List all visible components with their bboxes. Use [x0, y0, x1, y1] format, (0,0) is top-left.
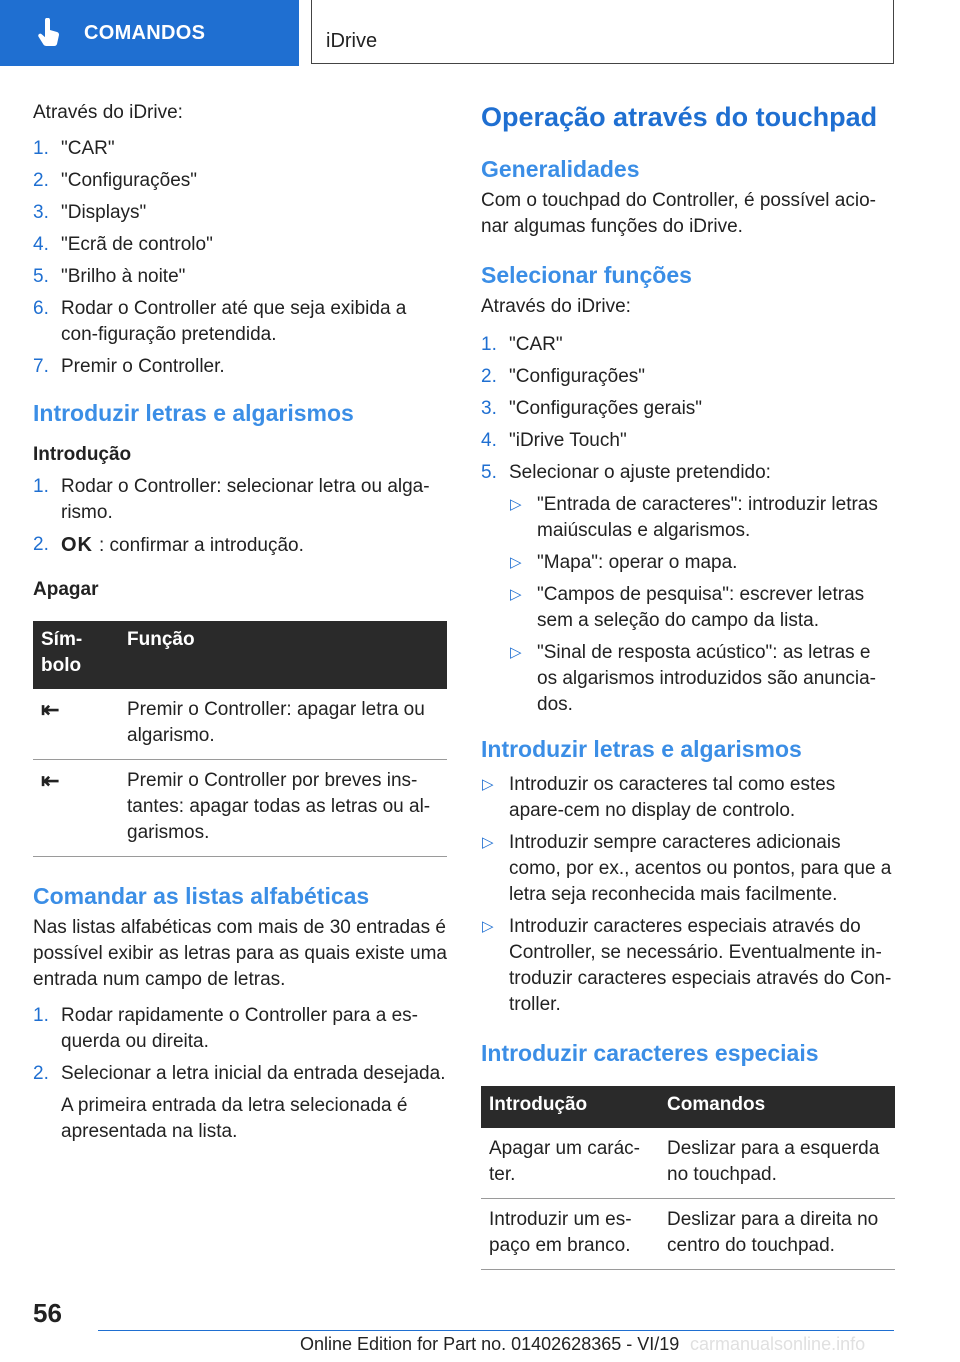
list-item — [33, 296, 447, 348]
backspace-icon: ⇤ — [33, 760, 119, 857]
list-item — [33, 136, 447, 162]
step-text: Selecionar a letra inicial da entrada desejada. — [61, 1063, 446, 1084]
step-number: 3. — [481, 398, 497, 419]
step-number: 4. — [33, 234, 49, 255]
list-item — [509, 550, 895, 576]
table-row — [33, 689, 447, 760]
paragraph: Através do iDrive: — [481, 296, 631, 317]
list-item — [481, 460, 895, 486]
list-item — [509, 492, 895, 544]
numbered-list — [33, 474, 447, 559]
list-item — [33, 532, 447, 559]
list-item — [33, 264, 447, 290]
page-heading: Operação através do touchpad — [481, 102, 878, 132]
triangle-bullet-icon: ▷ — [482, 918, 494, 935]
numbered-list — [33, 1003, 447, 1087]
item-text: Introduzir os caracteres tal como estes apare-cem no display de controlo. — [509, 774, 836, 821]
item-text: Introduzir caracteres especiais através do Controller, se necessário. Eventualmente in-troduzir caracteres especiais através do Con-troller. — [509, 916, 892, 1015]
step-number: 5. — [481, 462, 497, 483]
step-text: Selecionar o ajuste pretendido: — [509, 462, 771, 483]
item-text: "Sinal de resposta acústico": as letras e os algarismos introduzidos são anuncia-dos. — [537, 642, 877, 715]
section-heading: Generalidades — [481, 156, 640, 182]
step-text: "Configurações gerais" — [509, 398, 703, 419]
page-number: 56 — [33, 1298, 62, 1328]
bullet-list — [509, 492, 895, 718]
ok-icon: OK — [61, 534, 93, 556]
table-cell: Introduzir um es-paço em branco. — [481, 1199, 659, 1270]
commands-table — [481, 1086, 895, 1270]
triangle-bullet-icon: ▷ — [482, 834, 494, 851]
footer-divider — [98, 1330, 894, 1331]
list-item — [33, 1061, 447, 1087]
paragraph: Através do iDrive: — [33, 102, 183, 123]
paragraph: A primeira entrada da letra selecionada é apresentada na lista. — [61, 1095, 408, 1142]
triangle-bullet-icon: ▷ — [510, 496, 522, 513]
paragraph: Nas listas alfabéticas com mais de 30 entradas é possível exibir as letras para as quais existe uma entrada num campo de letras. — [33, 917, 447, 990]
list-item — [33, 232, 447, 258]
step-number: 6. — [33, 298, 49, 319]
step-text: Premir o Controller. — [61, 356, 225, 377]
table-cell: Deslizar para a direita no centro do touchpad. — [659, 1199, 895, 1270]
paragraph: Com o touchpad do Controller, é possível acio-nar algumas funções do iDrive. — [481, 190, 876, 237]
triangle-bullet-icon: ▷ — [510, 586, 522, 603]
table-cell: Deslizar para a esquerda no touchpad. — [659, 1128, 895, 1199]
step-number: 5. — [33, 266, 49, 287]
step-text: "Ecrã de controlo" — [61, 234, 213, 255]
table-row — [33, 760, 447, 857]
right-column — [481, 100, 895, 1270]
item-text: Introduzir sempre caracteres adicionais como, por ex., acentos ou pontos, para que a letra seja reconhecida mais facilmente. — [509, 832, 892, 905]
table-header: Sím-bolo — [33, 621, 119, 689]
list-item — [481, 914, 895, 1018]
table-cell: Apagar um carác-ter. — [481, 1128, 659, 1199]
step-text: Rodar rapidamente o Controller para a es-querda ou direita. — [61, 1005, 418, 1052]
step-text: Rodar o Controller até que seja exibida a con-figuração pretendida. — [61, 298, 407, 345]
step-text: "iDrive Touch" — [509, 430, 627, 451]
list-item — [481, 772, 895, 824]
table-header: Introdução — [481, 1086, 659, 1128]
triangle-bullet-icon: ▷ — [482, 776, 494, 793]
step-text: "Displays" — [61, 202, 147, 223]
bullet-list — [481, 772, 895, 1018]
section-header — [311, 0, 894, 64]
step-number: 2. — [33, 170, 49, 191]
table-row — [481, 1128, 895, 1199]
section-heading: Introduzir letras e algarismos — [33, 400, 354, 426]
left-column — [33, 100, 447, 1145]
list-item — [33, 200, 447, 226]
section-title: iDrive — [326, 30, 378, 52]
step-text: "Brilho à noite" — [61, 266, 186, 287]
table-header-row — [33, 621, 447, 689]
chapter-title: COMANDOS — [84, 21, 206, 44]
section-heading: Introduzir caracteres especiais — [481, 1040, 819, 1066]
list-item — [33, 168, 447, 194]
step-number: 3. — [33, 202, 49, 223]
step-number: 1. — [481, 334, 497, 355]
table-header-row — [481, 1086, 895, 1128]
list-item — [509, 640, 895, 718]
table-header: Função — [119, 621, 447, 689]
chapter-tab — [0, 0, 299, 66]
item-text: "Campos de pesquisa": escrever letras sem a seleção do campo da lista. — [537, 584, 865, 631]
step-text: "CAR" — [61, 138, 115, 159]
table-header: Comandos — [659, 1086, 895, 1128]
step-number: 2. — [481, 366, 497, 387]
step-text: : confirmar a introdução. — [99, 535, 304, 556]
table-cell: Premir o Controller por breves ins-tantes: apagar todas as letras ou al-garismos. — [119, 760, 447, 857]
list-item — [33, 474, 447, 526]
numbered-list — [481, 332, 895, 486]
backspace-icon: ⇤ — [33, 689, 119, 760]
list-item — [481, 428, 895, 454]
symbol-table — [33, 621, 447, 857]
section-heading: Selecionar funções — [481, 262, 692, 288]
subsection-heading: Introdução — [33, 444, 132, 465]
list-item — [481, 364, 895, 390]
footer-edition: Online Edition for Part no. 01402628365 - VI/19 — [300, 1334, 680, 1354]
item-text: "Mapa": operar o mapa. — [537, 552, 738, 573]
step-number: 1. — [33, 138, 49, 159]
triangle-bullet-icon: ▷ — [510, 644, 522, 661]
step-number: 1. — [33, 1005, 49, 1026]
watermark: carmanualsonline.info — [690, 1334, 866, 1354]
subsection-heading: Apagar — [33, 579, 99, 600]
step-number: 2. — [33, 534, 49, 555]
step-text: "Configurações" — [61, 170, 198, 191]
step-number: 7. — [33, 356, 49, 377]
list-item — [33, 354, 447, 380]
section-heading: Introduzir letras e algarismos — [481, 736, 802, 762]
triangle-bullet-icon: ▷ — [510, 554, 522, 571]
list-item — [481, 332, 895, 358]
step-text: "Configurações" — [509, 366, 646, 387]
hand-pointer-icon — [36, 18, 62, 48]
step-number: 2. — [33, 1063, 49, 1084]
list-item — [33, 1003, 447, 1055]
step-text: Rodar o Controller: selecionar letra ou alga-rismo. — [61, 476, 430, 523]
step-number: 4. — [481, 430, 497, 451]
section-heading: Comandar as listas alfabéticas — [33, 883, 370, 909]
step-number: 1. — [33, 476, 49, 497]
list-item — [481, 396, 895, 422]
item-text: "Entrada de caracteres": introduzir letras maiúsculas e algarismos. — [537, 494, 878, 541]
table-cell: Premir o Controller: apagar letra ou algarismo. — [119, 689, 447, 760]
list-item — [509, 582, 895, 634]
table-row — [481, 1199, 895, 1270]
step-text: "CAR" — [509, 334, 563, 355]
numbered-list — [33, 136, 447, 380]
list-item — [481, 830, 895, 908]
